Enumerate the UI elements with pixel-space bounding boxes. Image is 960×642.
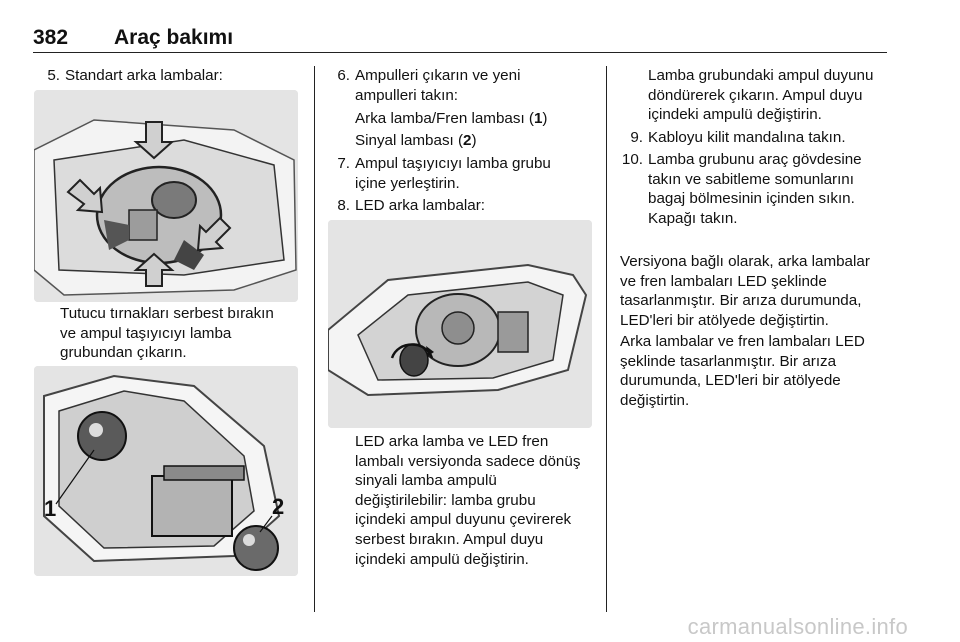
figure-led-tail-lamp — [328, 220, 592, 428]
caption-led-lamp: LED arka lamba ve LED fren lambalı versiyonda sadece dönüş sinyali lamba ampulü değiştirilebilir: lamba grubu içindeki ampul duyunu çevirerek serbest bırakın. Ampul duyu içindeki ampulü değiştirin. — [355, 433, 581, 568]
callout-1: 1 — [44, 496, 57, 521]
bulb-carrier-illustration — [34, 366, 298, 576]
watermark: carmanualsonline.info — [687, 614, 908, 639]
figure-standard-tail-lamp — [34, 90, 298, 302]
led-lamp-illustration — [328, 220, 592, 428]
step-6: 6. Ampulleri çıkarın ve yeni ampulleri takın: — [337, 67, 521, 104]
callout-2: 2 — [272, 494, 285, 519]
page-title: Araç bakımı — [114, 26, 234, 49]
column-divider-right — [606, 66, 607, 612]
bulb-1-line: Arka lamba/Fren lambası (1) — [355, 110, 548, 127]
page-number: 382 — [33, 26, 69, 49]
caption-remove-carrier: Tutucu tırnakları serbest bırakın ve ampul taşıyıcıyı lamba grubundan çıkarın. — [60, 305, 274, 362]
step-5: 5. Standart arka lambalar: — [47, 67, 223, 84]
bulb-2-line: Sinyal lambası (2) — [355, 132, 477, 149]
tail-lamp-illustration — [34, 90, 298, 302]
step-7: 7. Ampul taşıyıcıyı lamba grubu içine yerleştirin. — [337, 155, 551, 192]
column-divider-left — [314, 66, 315, 612]
figure-bulb-carrier — [34, 366, 298, 576]
header-rule — [33, 52, 887, 53]
continuation-text: Lamba grubundaki ampul duyunu döndürerek çıkarın. Ampul duyu içindeki ampulü değiştirin. — [648, 67, 874, 124]
step-10: 10. Lamba grubunu araç gövdesine takın ve sabitleme somunlarını bagaj bölmesinin içinden sıkın. Kapağı takın. — [621, 151, 862, 227]
step-9: 9. Kabloyu kilit mandalına takın. — [630, 129, 846, 146]
paragraph-led-lamps: Arka lambalar ve fren lambaları LED şeklinde tasarlanmıştır. Bir arıza durumunda, LED'leri bir atölyede değiştirtin. — [620, 333, 865, 409]
step-8: 8. LED arka lambalar: — [337, 197, 485, 214]
paragraph-led-version: Versiyona bağlı olarak, arka lambalar ve fren lambaları LED şeklinde tasarlanmıştır. Bir arıza durumunda, LED'leri bir atölyede değiştirtin. — [620, 253, 870, 329]
